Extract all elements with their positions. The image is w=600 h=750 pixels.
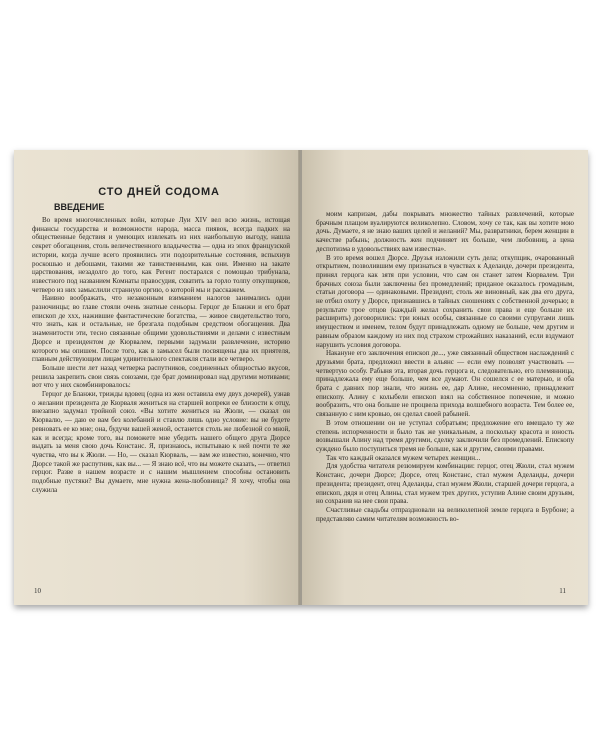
paragraph: Для удобства читателя резюмируем комбинации: герцог, отец Жюли, стал мужем Констанс, дочери Дюрсе; Дюрсе, отец Констанс, стал мужем Аделаиды, дочери президента; президент, отец Аделаиды, стал мужем Жюли, старшей дочери герцога, а епископ, дядя и отец Алины, стал мужем трех других, уступив Алине своим друзьям, но сохранив на нее свои права.: [316, 462, 574, 506]
right-page: [302, 150, 588, 605]
paragraph: Счастливые свадьбы отпраздновали на великолепной земле герцога в Бурбоне; а представляю самим читателям возможность во-: [316, 505, 574, 523]
paragraph: В этом отношении он не уступал собратьям; предложение его вмещало ту же степень испорченности и было так же уникальным, а поскольку красота и юность возвышали Алину над тремя другими, сделку заключили без промедлений. Епископу суждено было поступиться тремя не больше, как и другим, своими правами.: [316, 418, 574, 453]
paragraph: Во время многочисленных войн, которые Луи XIV вел всю жизнь, истощая финансы государства и возможности народа, масса пиявок, всегда падких на общественные бедствия и умеющих извлекать из них наибольшую выгоду, нашла секрет обогащения, столь величественного владычества — одна из эпох французской истории, когда лучше всего проявились эти подозрительные состояния, вспыхнув роскошью и дебошами, такими же таинственными, как они. Именно на закате царствования, незадолго до того, как Регент постарался с помощью трибунала, известного под названием Комнаты правосудия, схватить за горло толпу откупщиков, четверо из них замыслили странную оргию, о которой мы и расскажем.: [32, 216, 290, 294]
paragraph: В это время вошел Дюрсе. Друзья изложили суть дела; откупщик, очарованный открытием, позволившим ему признаться в чувствах к Аделаиде, дочери президента, принял герцога как зятя при условии, что сам он станет затем Кюрвалем. Три брачных союза были заключены без промедлений; приданое оказалось громадным, статьи договора — одинаковыми. Президент, столь же виновный, как два его друга, не отбил охоту у Дюрсе, признавшись в тайных сношениях с собственной дочерью; в результате трое отцов (каждый желал сохранить свои права и еще больше их расширить) договорились: три юных особы, связанные со своими супругами лишь имуществом и именем, телом будут принадлежать одному не больше, чем другим и равным образом каждому из них под страхом строжайших наказаний, если вздумают нарушить условия договора.: [316, 253, 574, 349]
paragraph: Накануне его заключения епископ де..., уже связанный обществом наслаждений с друзьями брата, предложил ввести в альянс — если ему позволят участвовать — четвертую особу. Рабыня эта, вторая дочь герцога и, следовательно, его племянница, принадлежала ему еще больше, чем все думают. Он сошелся с ее матерью, и оба брата с давних пор знали, что жизнь ее, дар Алине, несомненно, принадлежит епископу. Алину с колыбели епископ взял на собственное попечение, и можно вообразить, что она больше не процвела прихода волшебного возраста. Тем более ее, связанную с ним кровью, он сделал своей рабыней.: [316, 349, 574, 419]
paragraph: Так что каждый оказался мужем четырех женщин...: [326, 453, 481, 462]
open-book: [14, 150, 588, 605]
page-number: 11: [559, 587, 566, 595]
left-page-text: [32, 216, 290, 495]
page-number: 10: [34, 587, 41, 595]
right-page-text: [316, 210, 574, 523]
paragraph: моим капризам, дабы покрывать множество тайных развлечений, которые брачным плащом вуалируются великолепно. Словом, хочу се так, как вы хотите мою дочь. Думаете, я не знаю ваших целей и желаний? Мы, развратники, берем женщин в качестве рабынь; должность жен подчиняет их больше, чем любовниц, а цена деспотизма в удовольствиях вам известна».: [316, 210, 574, 253]
section-heading: ВВЕДЕНИЕ: [54, 202, 105, 212]
left-page: [14, 150, 300, 605]
paragraph: Больше шести лет назад четверка распутников, соединенных общностью вкусов, решила закрепить свои связь союзами, где брат доминировал над другими мотивами; вот что у них скомбинировалось:: [32, 363, 290, 390]
paragraph: Герцог де Бланжи, трижды вдовец (одна из жен оставила ему двух дочерей), узнав о желании президента де Кюрваля жениться на старшей вопреки ее близости к отцу, внезапно задумал тройной союз. «Вы хотите жениться на Жюли, — сказал он Кюрвалю, — даю ее вам без колебаний и ставлю лишь одно условие: вы не будете ревновать ее ко мне; она, будучи вашей женой, останется столь же любезной со мной, как и всегда; кроме того, вы поможете мне убедить нашего общего друга Дюрсе выдать за меня свою дочь Констанс. Я, признаюсь, испытываю к ней почти те же чувства, что вы к Жюли. — Но, — сказал Кюрваль, — вам же известно, конечно, что Дюрсе такой же распутник, как вы... — Я знаю всё, что вы можете сказать, — ответил герцог. Разве в нашем возрасте и с нашим мышлением способны остановить подобные пустяки? Вы думаете, мне нужна жена-любовница? Я хочу, чтобы она служила: [32, 390, 290, 494]
paragraph: Наивно воображать, что незаконным взиманием налогов занимались одни разночинцы; во главе стояли очень знатные сеньоры. Герцог де Бланжи и его брат епископ де ххх, нажившие фантастические богатства, — живое свидетельство того, что знать, как и остальные, не брезгала подобным средством обогащения. Два знаменитости эти, тесно связанные общими удовольствиями и делами с известным Дюрсе и президентом де Кюрвалем, первыми задумали развлечение, историю которого мы опишем. После того, как в замысел были посвящены два их приятеля, главным действующим лицам удивительного спектакля стали все четверо.: [32, 294, 290, 364]
chapter-title: СТО ДНЕЙ СОДОМА: [98, 186, 220, 198]
